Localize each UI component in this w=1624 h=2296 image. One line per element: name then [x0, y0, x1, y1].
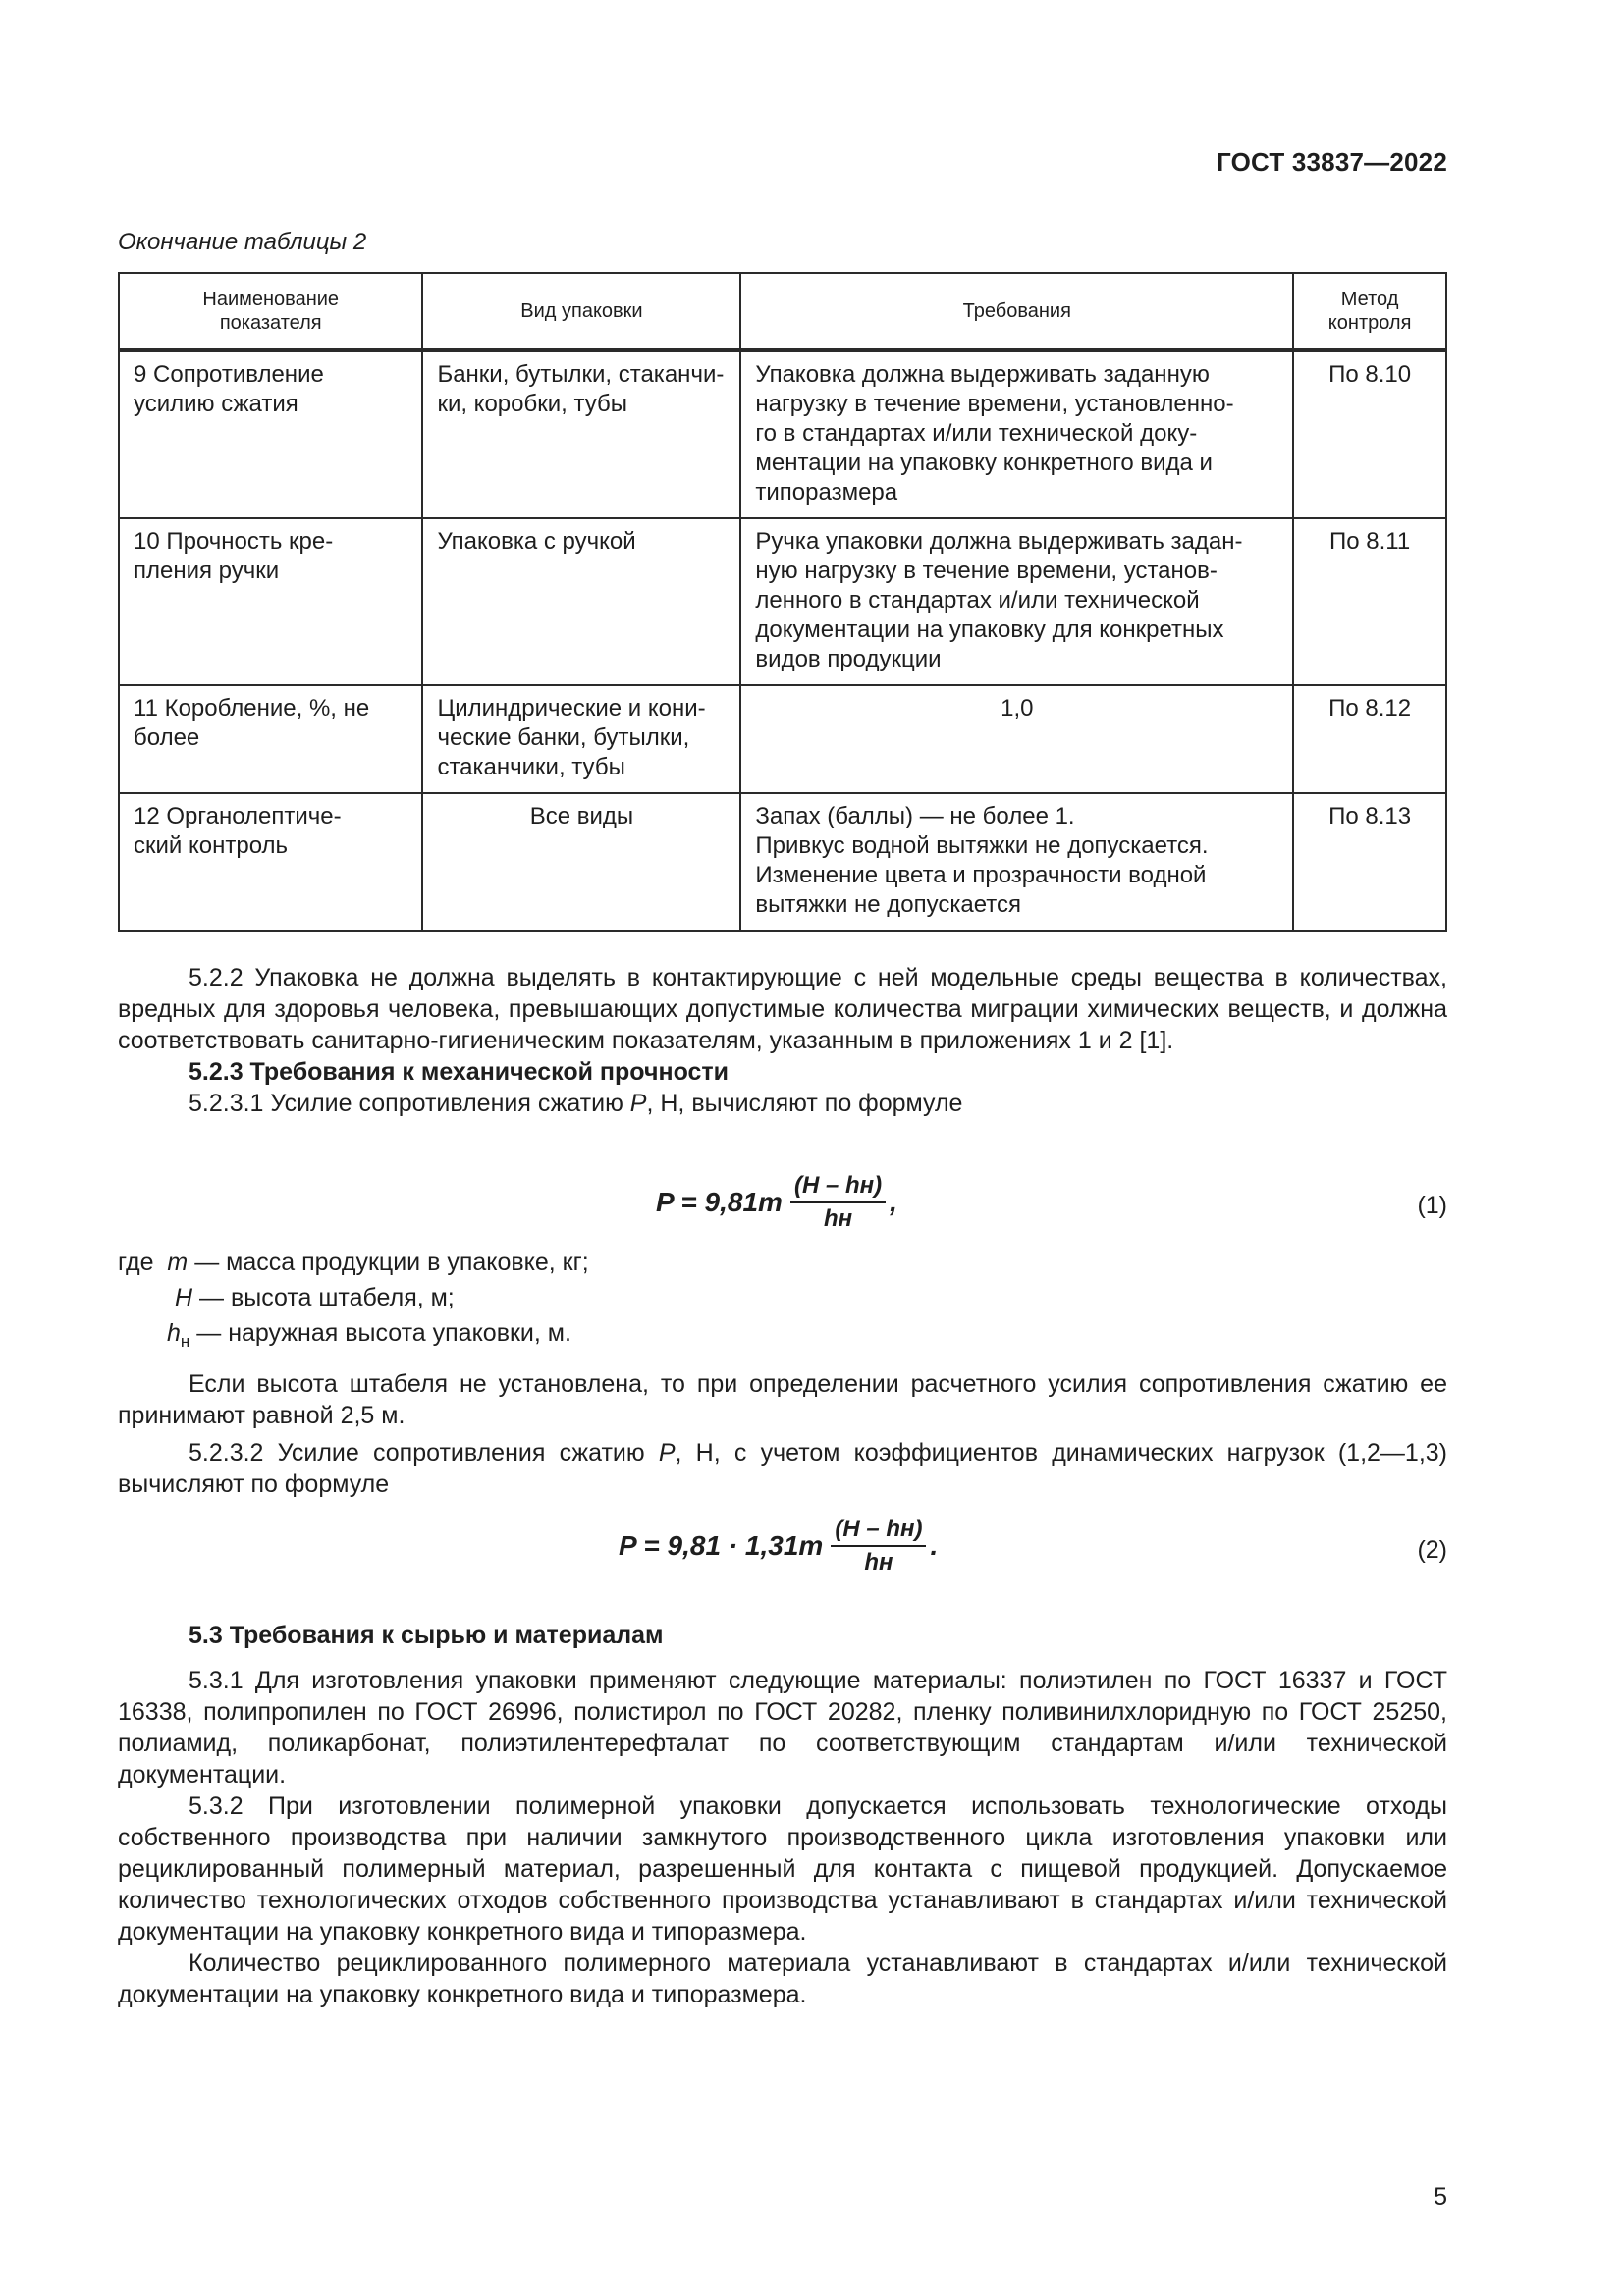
cell-name [119, 793, 422, 931]
text-run: , Н, с учетом коэффициентов динамических нагрузок (1,2—1,3) вычисляют по формуле [118, 1439, 1447, 1498]
variable-p: P [658, 1439, 676, 1467]
formula-numerator: (H – hн) [831, 1516, 926, 1547]
cell-name [119, 518, 422, 685]
where-description: — высота штабеля, м; [199, 1284, 455, 1311]
formula-tail: . [930, 1530, 939, 1561]
formula-1 [656, 1172, 897, 1233]
where-item [118, 1315, 589, 1360]
requirements-table [118, 272, 1447, 932]
column-header-line: Требования [962, 300, 1071, 322]
table-row [119, 793, 1446, 931]
page-number: 5 [1434, 2183, 1447, 2211]
cell-line: Ручка упаковки должна выдерживать задан- [755, 528, 1243, 555]
column-header-method [1293, 273, 1446, 350]
text-run: 5.2.3.2 Усилие сопротивления сжатию [189, 1439, 659, 1467]
cell-type [422, 793, 740, 931]
paragraph-5-2-3-1 [118, 1088, 1447, 1119]
cell-method: По 8.10 [1293, 350, 1446, 518]
where-list [118, 1245, 589, 1360]
table-caption: Окончание таблицы 2 [118, 229, 367, 255]
paragraph-5-3-1: 5.3.1 Для изготовления упаковки применяют следующие материалы: полиэтилен по ГОСТ 16337 и ГОСТ 16338, полипропилен по ГОСТ 26996, полистирол по ГОСТ 20282, пленку поливинилхлоридную по ГОСТ 25250, полиамид, поликарбонат, полиэтилентерефталат по соответствующим стандартам и/или технической документации. [118, 1667, 1447, 1789]
cell-type [422, 350, 740, 518]
cell-line: Изменение цвета и прозрачности водной [755, 862, 1207, 888]
paragraph-stack-height: Если высота штабеля не установлена, то при определении расчетного усилия сопротивления сжатию ее принимают равной 2,5 м. [118, 1370, 1447, 1429]
cell-method: По 8.13 [1293, 793, 1446, 931]
paragraph-5-2-2: 5.2.2 Упаковка не должна выделять в контактирующие с ней модельные среды вещества в количествах, вредных для здоровья человека, превышающих допустимые количества миграции химических веществ, и должна соответствовать санитарно-гигиеническим показателям, указанным в приложениях 1 и 2 [1]. [118, 964, 1447, 1054]
cell-line: 12 Органолептиче- [134, 803, 342, 829]
cell-requirements [740, 518, 1293, 685]
cell-line: документации на упаковку для конкретных [755, 616, 1224, 643]
text-run: , Н, вычисляют по формуле [646, 1090, 963, 1117]
column-header-line: Наименование [202, 289, 340, 310]
column-header-line: контроля [1327, 312, 1412, 334]
where-item [118, 1280, 589, 1315]
cell-line: более [134, 724, 200, 751]
cell-line: типоразмера [755, 479, 898, 506]
cell-line: Упаковка должна выдерживать заданную [755, 361, 1210, 388]
cell-line: нагрузку в течение времени, установленно- [755, 391, 1234, 417]
text-block-5232 [118, 1368, 1447, 1500]
where-variable: H [175, 1284, 193, 1311]
cell-line: Все виды [529, 803, 634, 829]
where-description: — масса продукции в упаковке, кг; [194, 1249, 589, 1276]
where-item [118, 1245, 589, 1280]
table-row [119, 518, 1446, 685]
table-row [119, 350, 1446, 518]
cell-line: вытяжки не допускается [755, 891, 1022, 918]
cell-line: ленного в стандартах и/или технической [755, 587, 1200, 614]
cell-line: видов продукции [755, 646, 942, 672]
cell-line: го в стандартах и/или технической доку- [755, 420, 1198, 447]
heading-5-2-3: 5.2.3 Требования к механической прочности [189, 1058, 730, 1086]
column-header-line: показателя [219, 312, 322, 334]
cell-method: По 8.11 [1293, 518, 1446, 685]
cell-line: Цилиндрические и кони- [437, 695, 706, 721]
where-description: — наружная высота упаковки, м. [196, 1319, 571, 1347]
table-header-row [119, 273, 1446, 350]
variable-p: P [629, 1090, 647, 1117]
formula-denominator: hн [864, 1549, 893, 1575]
formula-fraction [831, 1516, 926, 1576]
cell-line: 11 Коробление, %, не [134, 695, 370, 721]
cell-line: Привкус водной вытяжки не допускается. [755, 832, 1209, 859]
table-row [119, 685, 1446, 793]
cell-requirements [740, 793, 1293, 931]
column-header-type [422, 273, 740, 350]
cell-line: 1,0 [1001, 695, 1034, 721]
formula-lhs: P = 9,81 · 1,31m [619, 1530, 824, 1561]
cell-line: ки, коробки, тубы [437, 391, 628, 417]
paragraph-5-2-3-2 [118, 1437, 1447, 1500]
text-run: 5.2.3.1 Усилие сопротивления сжатию [189, 1090, 630, 1117]
cell-type [422, 685, 740, 793]
cell-line: стаканчики, тубы [437, 754, 625, 780]
where-variable: m [167, 1249, 189, 1276]
cell-line: ческие банки, бутылки, [437, 724, 690, 751]
heading-5-3: 5.3 Требования к сырью и материалам [189, 1622, 664, 1649]
formula-fraction [790, 1172, 886, 1233]
column-header-name [119, 273, 422, 350]
where-subscript: н [180, 1332, 190, 1351]
cell-requirements [740, 350, 1293, 518]
where-prefix: где [118, 1249, 154, 1276]
cell-line: ную нагрузку в течение времени, установ- [755, 558, 1218, 584]
cell-requirements [740, 685, 1293, 793]
text-block-522 [118, 962, 1447, 1119]
page-header-standard: ГОСТ 33837—2022 [1217, 147, 1447, 177]
formula-2 [619, 1516, 938, 1576]
cell-line: усилию сжатия [134, 391, 298, 417]
column-header-line: Вид упаковки [520, 300, 643, 322]
cell-line: ский контроль [134, 832, 289, 859]
where-variable: h [167, 1319, 181, 1347]
formula-number-2: (2) [1417, 1536, 1447, 1564]
cell-type [422, 518, 740, 685]
text-block-53 [118, 1620, 1447, 2010]
cell-line: Банки, бутылки, стаканчи- [437, 361, 725, 388]
formula-lhs: P = 9,81m [656, 1187, 783, 1217]
cell-line: Запах (баллы) — не более 1. [755, 803, 1075, 829]
cell-line: пления ручки [134, 558, 280, 584]
column-header-requirements [740, 273, 1293, 350]
column-header-line: Метод [1340, 289, 1399, 310]
formula-numerator: (H – hн) [790, 1172, 886, 1203]
cell-line: 9 Сопротивление [134, 361, 324, 388]
paragraph-recycled: Количество рециклированного полимерного материала устанавливают в стандартах и/или технической документации на упаковку конкретного вида и типоразмера. [118, 1949, 1447, 2008]
cell-line: 10 Прочность кре- [134, 528, 334, 555]
cell-name [119, 685, 422, 793]
formula-tail: , [890, 1187, 897, 1217]
cell-method: По 8.12 [1293, 685, 1446, 793]
paragraph-5-3-2: 5.3.2 При изготовлении полимерной упаковки допускается использовать технологические отходы собственного производства при наличии замкнутого производственного цикла изготовления упаковки или рециклированный полимерный материал, разрешенный для контакта с пищевой продукцией. Допускаемое количество технологических отходов собственного производства устанавливают в стандартах и/или технической документации на упаковку конкретного вида и типоразмера. [118, 1792, 1447, 1946]
formula-number-1: (1) [1417, 1192, 1447, 1219]
cell-name [119, 350, 422, 518]
formula-denominator: hн [823, 1205, 853, 1232]
cell-line: ментации на упаковку конкретного вида и [755, 450, 1213, 476]
cell-line: Упаковка с ручкой [437, 528, 636, 555]
